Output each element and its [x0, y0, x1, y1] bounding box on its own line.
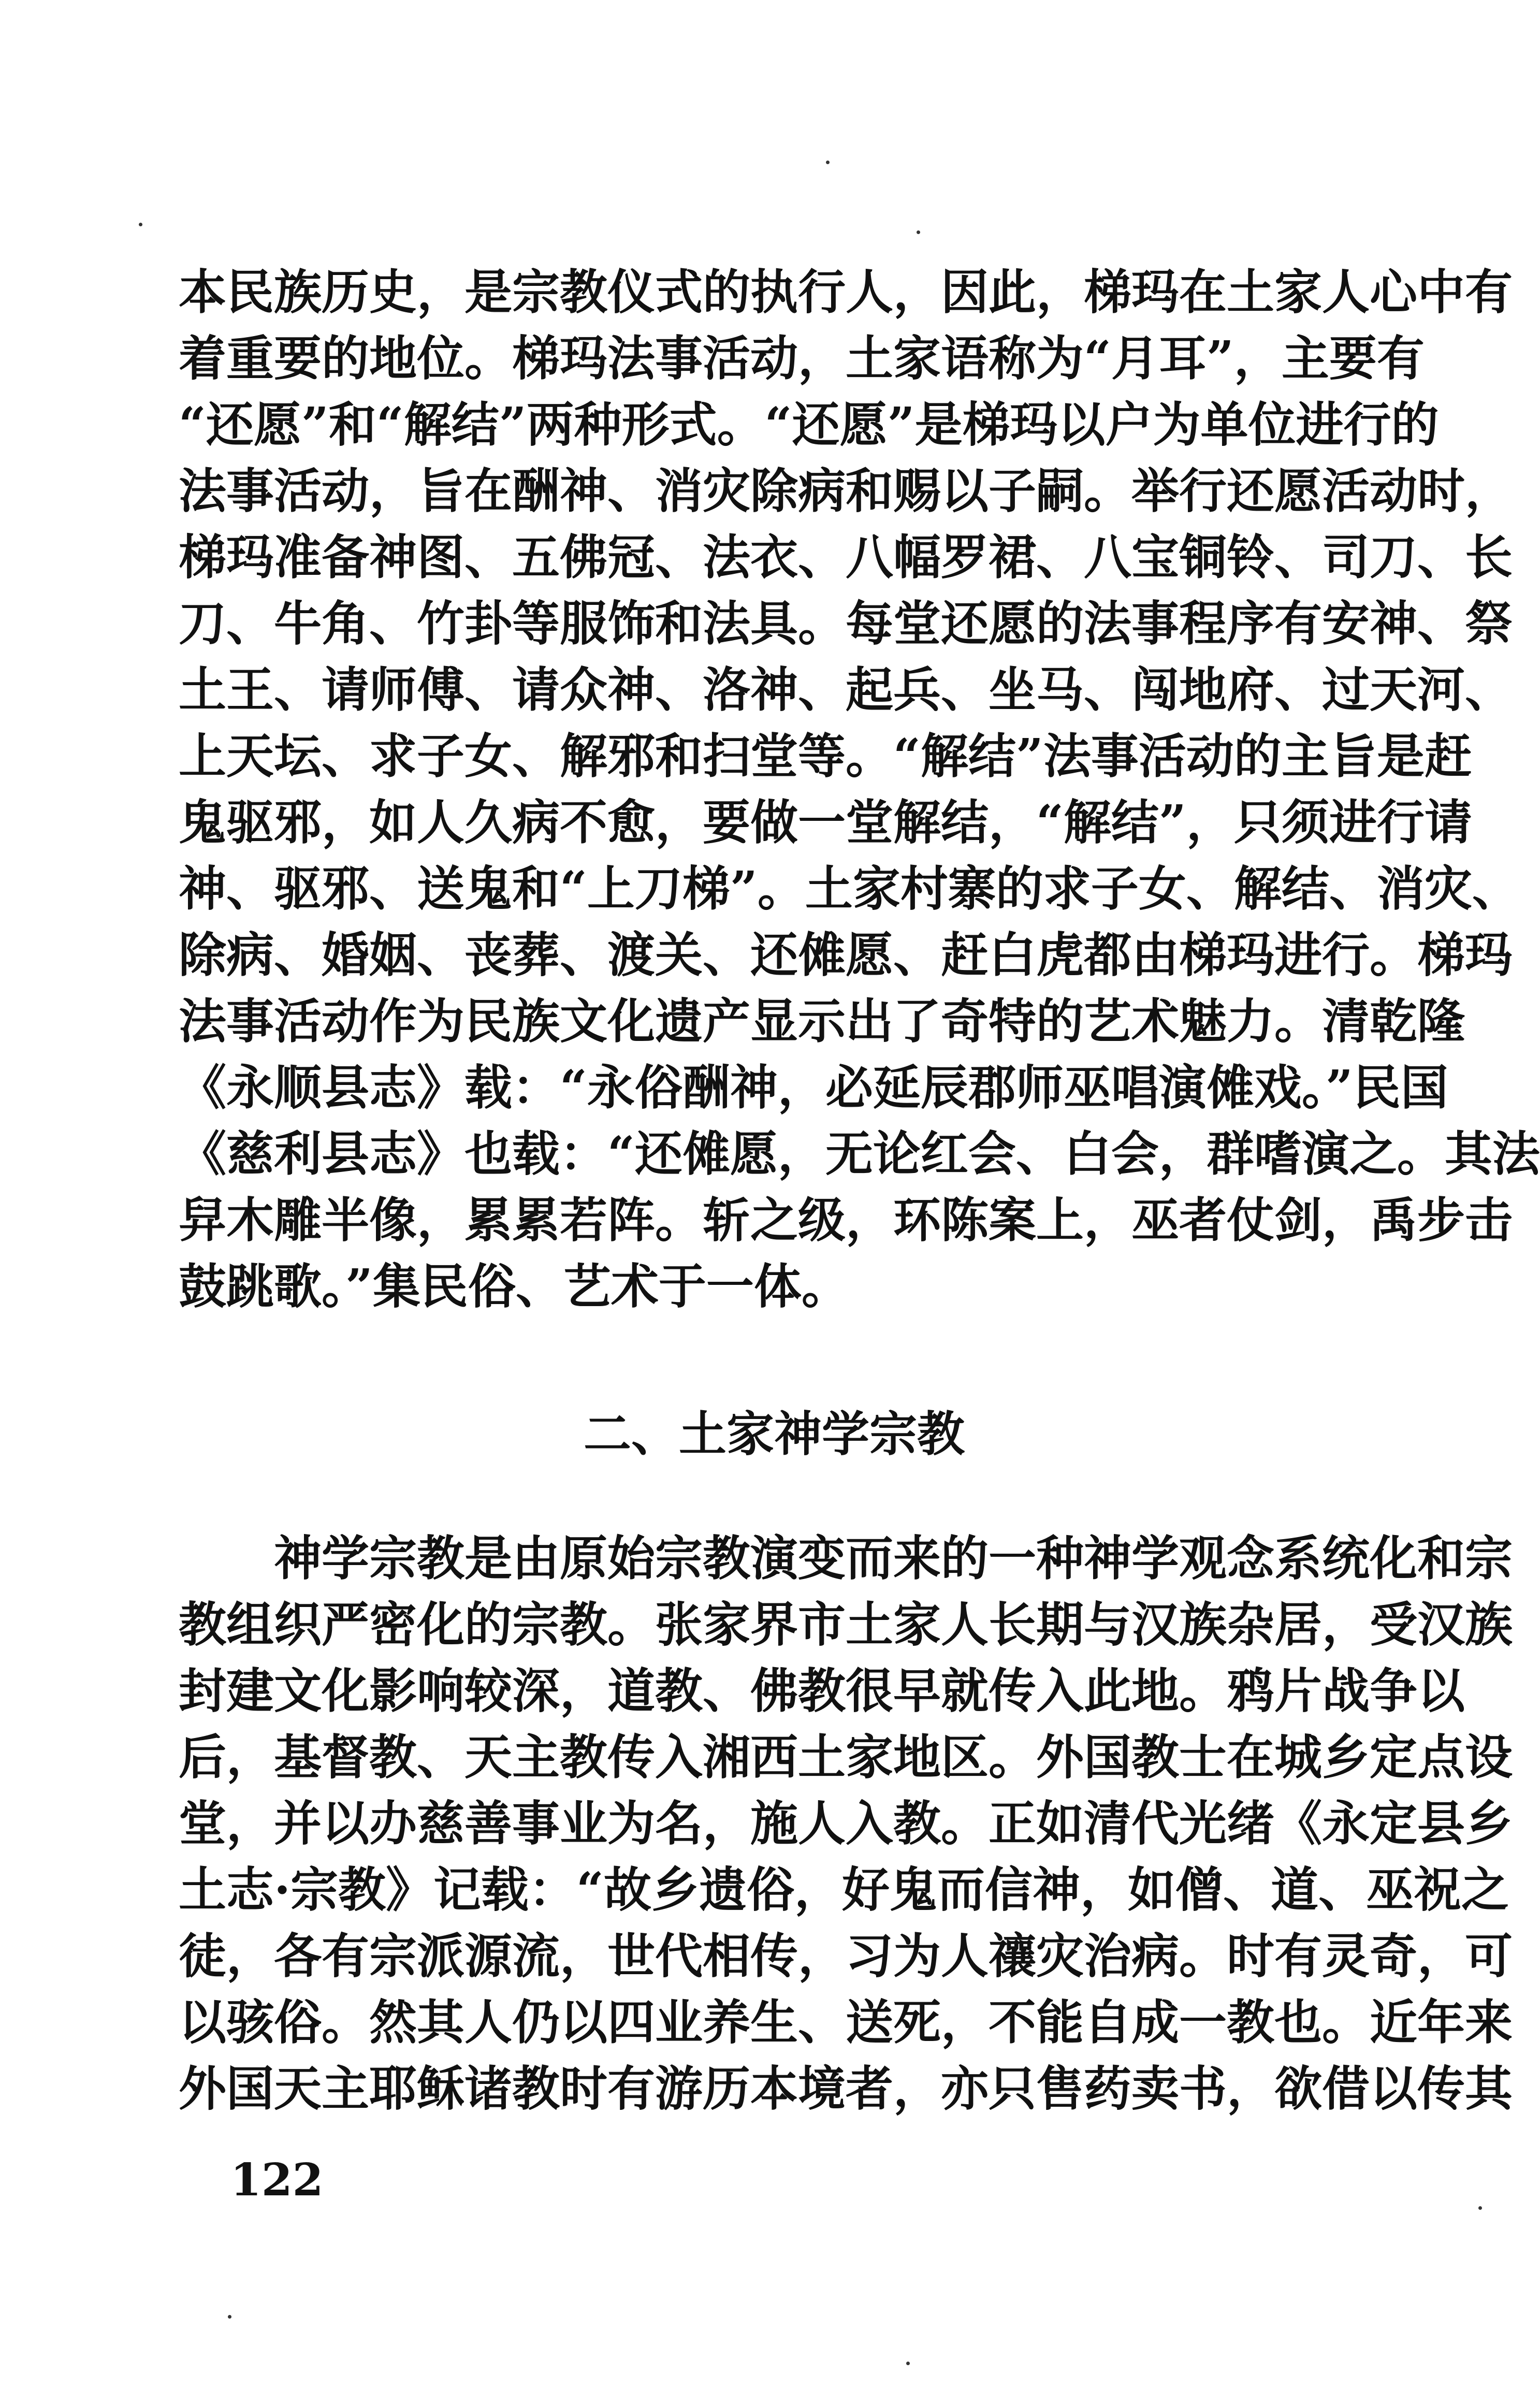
scan-speck	[139, 223, 142, 226]
text-line: 《永顺县志》载：“永俗酬神，必延辰郡师巫唱演傩戏。”民国	[179, 1060, 1448, 1116]
text-line: 法事活动作为民族文化遗产显示出了奇特的艺术魅力。清乾隆	[179, 993, 1465, 1049]
text-line: 后，基督教、天主教传入湘西土家地区。外国教士在城乡定点设	[179, 1729, 1513, 1785]
text-line: 土王、请师傅、请众神、洛神、起兵、坐马、闯地府、过天河、	[179, 662, 1513, 718]
page-number: 122	[230, 2154, 324, 2206]
text-line: 舁木雕半像，累累若阵。斩之级，环陈案上，巫者仗剑，禹步击	[179, 1192, 1513, 1248]
scan-speck	[1478, 2206, 1482, 2210]
body-paragraph-2	[179, 1525, 1513, 2122]
text-line: 土志·宗教》记载：“故乡遗俗，好鬼而信神，如僧、道、巫祝之	[179, 1862, 1509, 1918]
scan-speck	[906, 2362, 910, 2365]
text-line: 着重要的地位。梯玛法事活动，土家语称为“月耳”，主要有	[179, 330, 1425, 386]
text-line: 除病、婚姻、丧葬、渡关、还傩愿、赶白虎都由梯玛进行。梯玛	[179, 927, 1513, 983]
text-line: 教组织严密化的宗教。张家界市土家人长期与汉族杂居，受汉族	[179, 1597, 1513, 1653]
text-line: 外国天主耶稣诸教时有游历本境者，亦只售药卖书，欲借以传其	[179, 2061, 1513, 2117]
body-paragraph-1	[179, 259, 1540, 1320]
section-heading: 二、土家神学宗教	[583, 1406, 965, 1462]
text-line: “还愿”和“解结”两种形式。“还愿”是梯玛以户为单位进行的	[179, 397, 1439, 453]
scan-speck	[228, 2315, 231, 2319]
text-line: 梯玛准备神图、五佛冠、法衣、八幅罗裙、八宝铜铃、司刀、长	[179, 529, 1513, 585]
text-line: 上天坛、求子女、解邪和扫堂等。“解结”法事活动的主旨是赶	[179, 728, 1472, 784]
text-line: 刀、牛角、竹卦等服饰和法具。每堂还愿的法事程序有安神、祭	[179, 596, 1513, 652]
text-line: 神、驱邪、送鬼和“上刀梯”。土家村寨的求子女、解结、消灾、	[179, 861, 1520, 917]
text-line: 封建文化影响较深，道教、佛教很早就传入此地。鸦片战争以	[179, 1663, 1465, 1719]
text-line: 徒，各有宗派源流，世代相传，习为人禳灾治病。时有灵奇，可	[179, 1928, 1513, 1984]
text-line: 鬼驱邪，如人久病不愈，要做一堂解结，“解结”，只须进行请	[179, 794, 1472, 850]
text-line: 以骇俗。然其人仍以四业养生、送死，不能自成一教也。近年来	[179, 1994, 1513, 2050]
text-line: 鼓跳歌。”集民俗、艺术于一体。	[179, 1258, 849, 1314]
text-line: 神学宗教是由原始宗教演变而来的一种神学观念系统化和宗	[274, 1530, 1513, 1586]
scan-speck	[826, 161, 830, 164]
text-line: 《慈利县志》也载：“还傩愿，无论红会、白会，群嗜演之。其法	[179, 1126, 1540, 1182]
text-line: 本民族历史，是宗教仪式的执行人，因此，梯玛在土家人心中有	[179, 264, 1513, 320]
text-line: 堂，并以办慈善事业为名，施人入教。正如清代光绪《永定县乡	[179, 1796, 1513, 1851]
text-line: 法事活动，旨在酬神、消灾除病和赐以子嗣。举行还愿活动时，	[179, 463, 1513, 519]
scan-speck	[917, 230, 920, 234]
